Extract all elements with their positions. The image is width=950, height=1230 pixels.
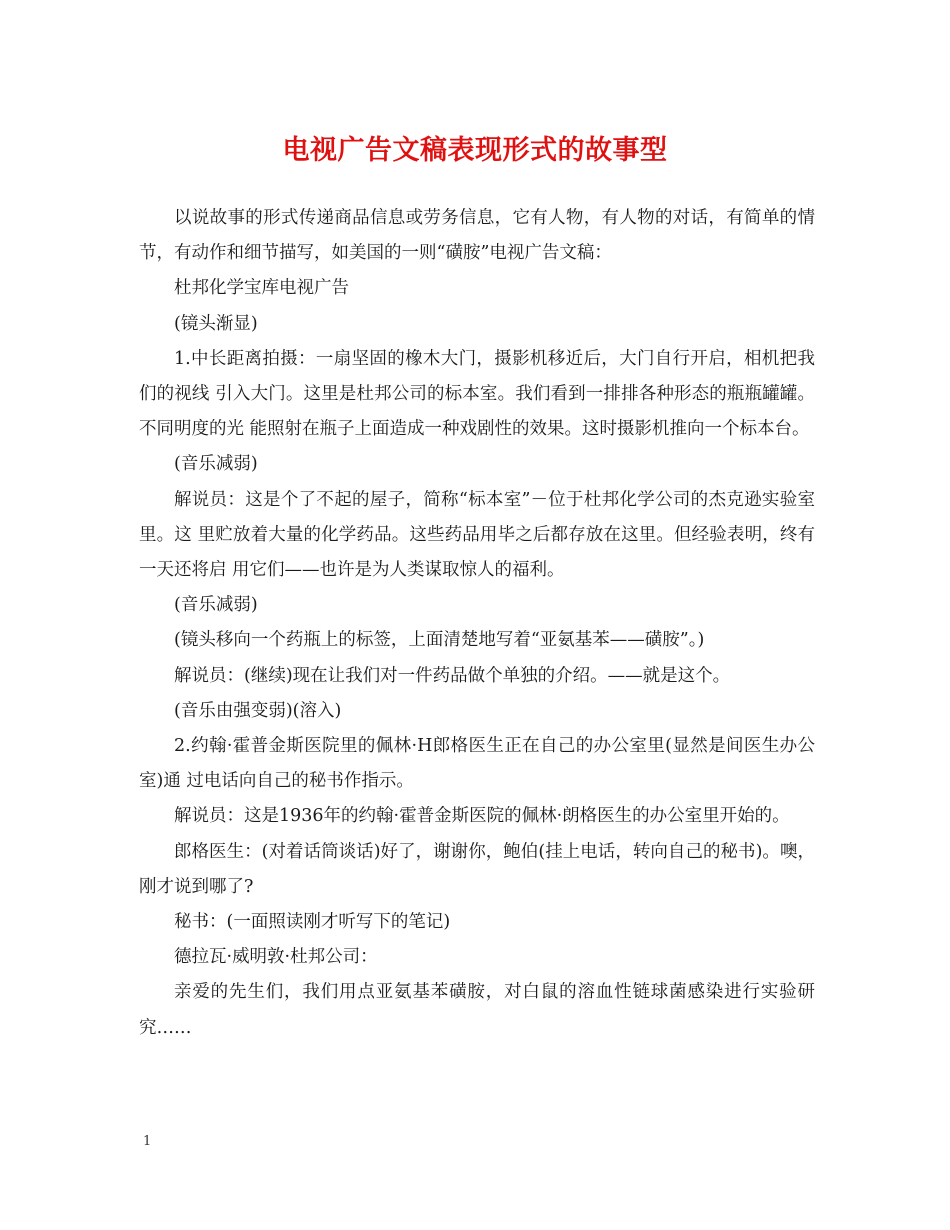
paragraph: 秘书：(一面照读刚才听写下的笔记) [174, 912, 451, 933]
paragraph: (音乐减弱) [174, 454, 258, 475]
paragraph: 亲爱的先生们，我们用点亚氨基苯磺胺，对白鼠的溶血性链球菌感染进行实验研究…… [139, 982, 815, 1038]
paragraph: (音乐减弱) [174, 595, 258, 616]
paragraph: 以说故事的形式传递商品信息或劳务信息，它有人物，有人物的对话，有简单的情节，有动作和细节描写，如美国的一则“磺胺”电视广告文稿： [139, 208, 815, 264]
paragraph: 1.中长距离拍摄：一扇坚固的橡木大门，摄影机移近后，大门自行开启，相机把我们的视线 引入大门。这里是杜邦公司的标本室。我们看到一排排各种形态的瓶瓶罐罐。不同明度的光 能照射在瓶子上面造成一种戏剧性的效果。这时摄影机推向一个标本台。 [139, 348, 815, 440]
document-title: 电视广告文稿表现形式的故事型 [282, 135, 668, 166]
paragraph: 解说员：这是1936年的约翰·霍普金斯医院的佩林·朗格医生的办公室里开始的。 [174, 806, 790, 827]
paragraph: (镜头渐显) [174, 313, 258, 334]
paragraph: 解说员：这是个了不起的屋子，简称“标本室”－位于杜邦化学公司的杰克逊实验室里。这 里贮放着大量的化学药品。这些药品用毕之后都存放在这里。但经验表明，终有一天还将启 用它们——也许是为人类谋取惊人的福利。 [139, 489, 815, 581]
document-body [139, 201, 815, 1046]
paragraph: 解说员：(继续)现在让我们对一件药品做个单独的介绍。——就是这个。 [174, 665, 731, 686]
paragraph: (音乐由强变弱)(溶入) [174, 700, 342, 721]
page-number: 1 [143, 1134, 152, 1149]
paragraph: 杜邦化学宝库电视广告 [174, 278, 349, 299]
paragraph: 2.约翰·霍普金斯医院里的佩林·H郎格医生正在自己的办公室里(显然是间医生办公室)通 过电话向自己的秘书作指示。 [139, 736, 815, 792]
paragraph: 郎格医生：(对着话筒谈话)好了，谢谢你，鲍伯(挂上电话，转向自己的秘书)。噢，刚才说到哪了? [139, 841, 815, 897]
paragraph: (镜头移向一个药瓶上的标签，上面清楚地写着“亚氨基苯——磺胺”。) [174, 630, 705, 651]
paragraph: 德拉瓦·威明敦·杜邦公司： [174, 947, 378, 968]
